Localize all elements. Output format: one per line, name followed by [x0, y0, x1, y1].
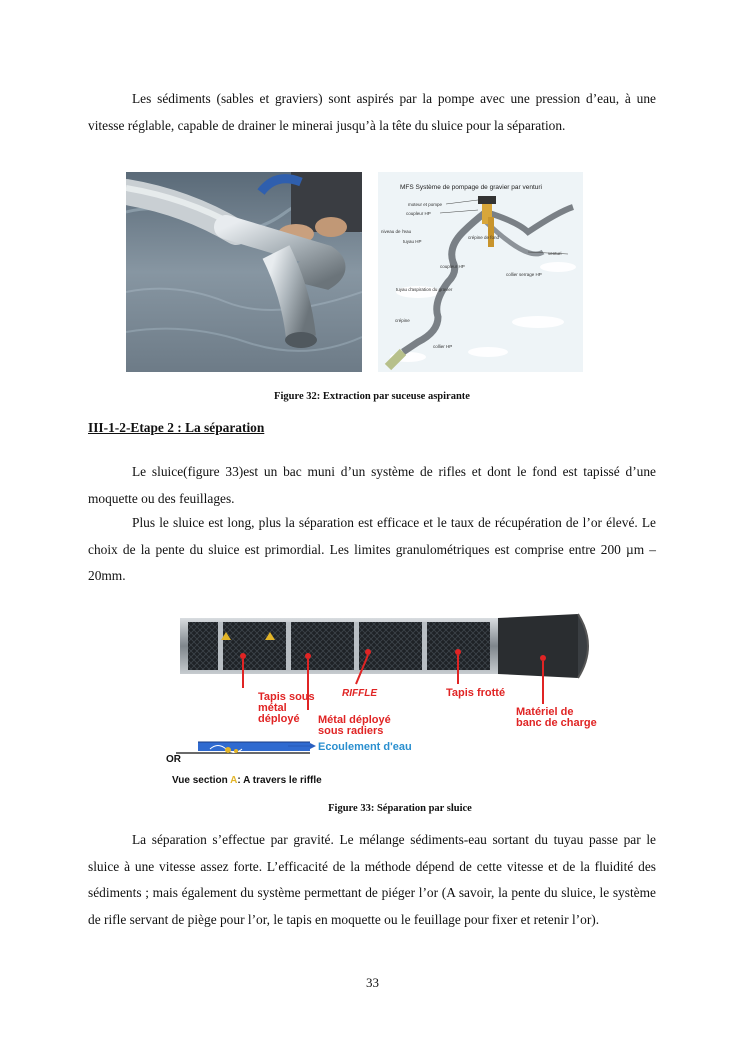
label-ecoulement: Ecoulement d'eau	[318, 741, 412, 753]
label-tapis-sous-1: Tapis sous	[258, 691, 315, 703]
diagram-label-tuyau-hp: tuyau HP	[403, 239, 422, 244]
diagram-label-collier-serrage: collier serrage HP	[506, 272, 542, 277]
diagram-label-tuyau-aspiration: tuyau d'aspiration du gravier	[396, 287, 453, 292]
label-tapis-sous-3: déployé	[258, 713, 300, 725]
diagram-label-coupleur-mid: coupleur HP	[440, 264, 465, 269]
diagram-label-venturi: venturi	[548, 251, 562, 256]
diagram-label-crepine: crépine	[395, 318, 410, 323]
diagram-title: MFS Système de pompage de gravier par venturi	[400, 184, 542, 191]
label-tapis-frotte: Tapis frotté	[446, 687, 506, 699]
diagram-label-niveau: niveau de l'eau	[381, 229, 412, 234]
diagram-label-crepine-fond: crépine de fond	[468, 235, 500, 240]
label-metal-deploye-1: Métal déployé	[318, 714, 391, 726]
label-materiel-1: Matériel de	[516, 706, 574, 718]
label-metal-deploye-2: sous radiers	[318, 725, 384, 737]
paragraph-sluice-length: Plus le sluice est long, plus la séparation est efficace et le taux de récupération de l’or élevé. Le choix de la pente du sluice est primordial. Les limites granulométriques est comprise entre 200 µm – 20mm.	[88, 515, 656, 583]
diagram-label-coupleur-top: coupleur HP	[406, 211, 431, 216]
section-heading: III-1-2-Etape 2 : La séparation	[88, 420, 265, 435]
label-materiel-2: banc de charge	[516, 717, 597, 729]
sluice-diagram	[158, 612, 628, 788]
page-number: 33	[366, 975, 379, 990]
paragraph-gravity-separation: La séparation s’effectue par gravité. Le mélange sédiments-eau sortant du tuyau passe par le sluice à une vitesse assez forte. L’efficacité de la méthode dépend de cette vitesse et de la fluidité des sédiments ; mais également du système permettant de piéger l’or (A savoir, la pente du sluice, le système de rifle servant de piège pour l’or, le tapis en moquette ou le feuillage pour fixer et retenir l’or).	[88, 832, 656, 927]
suction-dredge-photo	[126, 172, 362, 372]
figure-33-caption: Figure 33: Séparation par sluice	[328, 803, 472, 814]
label-or: OR	[166, 754, 181, 765]
diagram-label-collier-hp: collier HP	[433, 344, 453, 349]
label-vue-section: Vue section A: A travers le riffle	[172, 775, 322, 786]
paragraph-sluice-definition: Le sluice(figure 33)est un bac muni d’un système de rifles et dont le fond est tapissé d’une moquette ou des feuillages.	[88, 464, 656, 506]
venturi-pump-diagram	[378, 172, 583, 372]
diagram-label-moteur: moteur et pompe	[408, 202, 443, 207]
figure-32-caption: Figure 32: Extraction par suceuse aspirante	[274, 391, 470, 402]
label-riffle: RIFFLE	[342, 688, 377, 699]
paragraph-intro: Les sédiments (sables et graviers) sont aspirés par la pompe avec une pression d’eau, à une vitesse réglable, capable de drainer le minerai jusqu’à la tête du sluice pour la séparation.	[88, 91, 656, 133]
label-tapis-sous-2: métal	[258, 702, 287, 714]
